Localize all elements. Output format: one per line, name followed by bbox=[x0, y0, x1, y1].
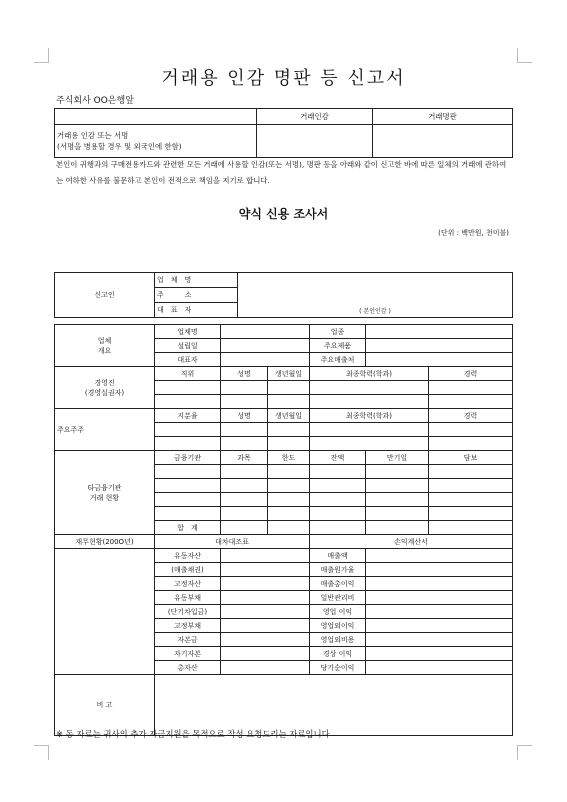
overview-label-line1: 업체 bbox=[97, 336, 112, 345]
is-item: 매출총이익 bbox=[310, 577, 366, 591]
cell[interactable] bbox=[310, 437, 429, 451]
reporter-address-label: 주 소 bbox=[155, 288, 238, 303]
is-value[interactable] bbox=[366, 591, 513, 605]
cell[interactable] bbox=[268, 507, 310, 521]
cell[interactable] bbox=[310, 423, 429, 437]
cell[interactable] bbox=[429, 521, 513, 535]
bs-value[interactable] bbox=[221, 549, 310, 563]
crop-mark-top-right bbox=[517, 48, 532, 63]
bs-item: 유동부채 bbox=[155, 591, 221, 605]
notice-text: 본인이 귀행과의 구매전용카드와 관련한 모든 거래에 사용할 인감(또는 서명), 명판 등을 아래와 같이 신고한 바에 따른 일체의 거래에 관하여는 여하한 사유를 불문하고 본인이 전적으로 책임을 지기로 합니다. bbox=[56, 160, 507, 185]
page-title: 거래용 인감 명판 등 신고서 bbox=[161, 68, 406, 89]
sh-col-career: 경력 bbox=[429, 409, 513, 423]
is-value[interactable] bbox=[366, 605, 513, 619]
cell[interactable] bbox=[221, 507, 268, 521]
seal-row-label-line2: (서명을 병용할 경우 및 외국인에 한함) bbox=[57, 142, 182, 151]
seal-note: ( 본인인감 ) bbox=[359, 308, 391, 315]
col-seal: 거래인감 bbox=[257, 109, 373, 125]
cell[interactable] bbox=[366, 521, 429, 535]
is-value[interactable] bbox=[366, 619, 513, 633]
mgmt-col-birth: 생년월일 bbox=[268, 367, 310, 381]
cell[interactable] bbox=[429, 493, 513, 507]
overview-label bbox=[55, 325, 155, 367]
other-banks-label bbox=[55, 451, 155, 535]
is-item: 영업외비용 bbox=[310, 633, 366, 647]
seal-table-blank bbox=[55, 109, 257, 125]
cell[interactable] bbox=[221, 395, 268, 409]
crop-mark-bottom-right bbox=[517, 745, 532, 760]
overview-ceo-value[interactable] bbox=[221, 353, 310, 367]
cell[interactable] bbox=[268, 479, 310, 493]
bs-item: (단기차입금) bbox=[155, 605, 221, 619]
footnote: ※ 동 자료는 귀사의 추가 자금지원을 목적으로 작성 요청드리는 자료입니다 bbox=[56, 729, 330, 739]
ob-total-label: 합 계 bbox=[155, 521, 221, 535]
ob-col-collateral: 담보 bbox=[429, 451, 513, 465]
is-item: 경상 이익 bbox=[310, 647, 366, 661]
ob-col-balance: 잔액 bbox=[310, 451, 366, 465]
cell[interactable] bbox=[429, 465, 513, 479]
cell[interactable] bbox=[268, 395, 310, 409]
mgmt-label-line2: (경영실권자) bbox=[84, 388, 125, 397]
mgmt-col-position: 직위 bbox=[155, 367, 221, 381]
bs-header: 대차대조표 bbox=[155, 535, 310, 549]
overview-est-date-value[interactable] bbox=[221, 339, 310, 353]
overview-industry-value[interactable] bbox=[366, 325, 513, 339]
cell[interactable] bbox=[268, 521, 310, 535]
bs-value[interactable] bbox=[221, 605, 310, 619]
bs-item: 고정자산 bbox=[155, 577, 221, 591]
cell[interactable] bbox=[366, 493, 429, 507]
cell[interactable] bbox=[268, 465, 310, 479]
cell[interactable] bbox=[221, 479, 268, 493]
cell[interactable] bbox=[221, 521, 268, 535]
cell[interactable] bbox=[221, 465, 268, 479]
bs-item: 총자산 bbox=[155, 661, 221, 675]
shareholders-label: 주요주주 bbox=[55, 409, 155, 451]
bs-value[interactable] bbox=[221, 647, 310, 661]
remarks-label: 비 고 bbox=[55, 675, 155, 736]
cell[interactable] bbox=[155, 465, 221, 479]
overview-ceo-label: 대표자 bbox=[155, 353, 221, 367]
overview-main-product-label: 주요제품 bbox=[310, 339, 366, 353]
bs-value[interactable] bbox=[221, 577, 310, 591]
reporter-ceo-label: 대 표 자 bbox=[155, 303, 238, 318]
mgmt-label bbox=[55, 367, 155, 409]
cell[interactable] bbox=[221, 437, 268, 451]
cell[interactable] bbox=[310, 493, 366, 507]
cell[interactable] bbox=[155, 437, 221, 451]
cell[interactable] bbox=[429, 507, 513, 521]
bs-value[interactable] bbox=[221, 563, 310, 577]
ob-col-subject: 과목 bbox=[221, 451, 268, 465]
cell[interactable] bbox=[268, 381, 310, 395]
overview-est-date-label: 설립일 bbox=[155, 339, 221, 353]
cell[interactable] bbox=[155, 395, 221, 409]
cell[interactable] bbox=[221, 381, 268, 395]
is-value[interactable] bbox=[366, 549, 513, 563]
crop-mark-bottom-left bbox=[34, 745, 49, 760]
cell[interactable] bbox=[310, 465, 366, 479]
is-value[interactable] bbox=[366, 577, 513, 591]
unit-note: (단위 : 백만원, 천미불) bbox=[438, 229, 509, 237]
other-banks-label-line1: 타금융기관 bbox=[87, 483, 122, 492]
is-item: 당기순이익 bbox=[310, 661, 366, 675]
overview-main-buyer-value[interactable] bbox=[366, 353, 513, 367]
bs-item: 자기자본 bbox=[155, 647, 221, 661]
bs-value[interactable] bbox=[221, 633, 310, 647]
reporter-table bbox=[54, 272, 513, 318]
mgmt-label-line1: 경영진 bbox=[94, 378, 115, 387]
cell[interactable] bbox=[155, 507, 221, 521]
financial-label: 재무현황(200O년) bbox=[55, 535, 155, 549]
sh-col-name: 성명 bbox=[221, 409, 268, 423]
sh-col-birth: 생년월일 bbox=[268, 409, 310, 423]
cell[interactable] bbox=[429, 381, 513, 395]
other-banks-label-line2: 거래 현황 bbox=[89, 493, 120, 502]
is-value[interactable] bbox=[366, 633, 513, 647]
cell[interactable] bbox=[310, 395, 429, 409]
ob-col-maturity: 만기일 bbox=[366, 451, 429, 465]
cell[interactable] bbox=[429, 395, 513, 409]
crop-mark-top-left bbox=[34, 48, 49, 63]
cell[interactable] bbox=[155, 381, 221, 395]
cell[interactable] bbox=[366, 465, 429, 479]
is-value[interactable] bbox=[366, 563, 513, 577]
cell[interactable] bbox=[310, 479, 366, 493]
overview-label-line2: 개요 bbox=[97, 346, 112, 355]
cell[interactable] bbox=[310, 507, 366, 521]
bs-value[interactable] bbox=[221, 619, 310, 633]
is-value[interactable] bbox=[366, 647, 513, 661]
ob-col-institution: 금융기관 bbox=[155, 451, 221, 465]
sh-col-share: 지분율 bbox=[155, 409, 221, 423]
cell[interactable] bbox=[155, 479, 221, 493]
cell[interactable] bbox=[366, 507, 429, 521]
cell[interactable] bbox=[155, 423, 221, 437]
seal-row-label bbox=[55, 125, 257, 158]
cell[interactable] bbox=[429, 423, 513, 437]
overview-company-name-value[interactable] bbox=[221, 325, 310, 339]
is-item: 매출액 bbox=[310, 549, 366, 563]
overview-main-buyer-label: 주요매출처 bbox=[310, 353, 366, 367]
ob-col-limit: 한도 bbox=[268, 451, 310, 465]
is-header: 손익계산서 bbox=[310, 535, 513, 549]
cell[interactable] bbox=[310, 521, 366, 535]
cell[interactable] bbox=[429, 437, 513, 451]
seal-registration-table bbox=[54, 108, 513, 158]
mgmt-col-career: 경력 bbox=[429, 367, 513, 381]
is-item: 매출원가율 bbox=[310, 563, 366, 577]
cell[interactable] bbox=[268, 437, 310, 451]
cell[interactable] bbox=[155, 493, 221, 507]
cell[interactable] bbox=[221, 493, 268, 507]
cell[interactable] bbox=[268, 493, 310, 507]
is-item: 영업외이익 bbox=[310, 619, 366, 633]
bs-item: 고정부채 bbox=[155, 619, 221, 633]
remarks-box[interactable] bbox=[155, 675, 513, 736]
bs-item: (매출채권) bbox=[155, 563, 221, 577]
is-item: 일반관리비 bbox=[310, 591, 366, 605]
cell[interactable] bbox=[429, 479, 513, 493]
bs-item: 자본금 bbox=[155, 633, 221, 647]
cell[interactable] bbox=[221, 423, 268, 437]
credit-survey-table bbox=[54, 324, 513, 736]
is-item: 영업 이익 bbox=[310, 605, 366, 619]
reporter-info-box[interactable] bbox=[238, 273, 513, 318]
financial-blank bbox=[55, 549, 155, 675]
overview-industry-label: 업종 bbox=[310, 325, 366, 339]
subtitle: 약식 신용 조사서 bbox=[238, 207, 329, 221]
bs-value[interactable] bbox=[221, 661, 310, 675]
seal-box[interactable] bbox=[257, 125, 373, 158]
seal-row-label-line1: 거래용 인감 또는 서명 bbox=[57, 131, 129, 140]
bs-item: 유동자산 bbox=[155, 549, 221, 563]
reporter-company-label: 업 체 명 bbox=[155, 273, 238, 288]
reporter-label: 신고인 bbox=[55, 273, 155, 318]
is-value[interactable] bbox=[366, 661, 513, 675]
mgmt-col-education: 최종학력(학과) bbox=[310, 367, 429, 381]
sh-col-education: 최종학력(학과) bbox=[310, 409, 429, 423]
cell[interactable] bbox=[366, 479, 429, 493]
bs-value[interactable] bbox=[221, 591, 310, 605]
overview-company-name-label: 업체명 bbox=[155, 325, 221, 339]
company-name: 주식회사 OO은행앞 bbox=[56, 96, 134, 106]
overview-main-product-value[interactable] bbox=[366, 339, 513, 353]
nameplate-box[interactable] bbox=[373, 125, 513, 158]
cell[interactable] bbox=[310, 381, 429, 395]
mgmt-col-name: 성명 bbox=[221, 367, 268, 381]
cell[interactable] bbox=[268, 423, 310, 437]
col-nameplate: 거래명판 bbox=[373, 109, 513, 125]
